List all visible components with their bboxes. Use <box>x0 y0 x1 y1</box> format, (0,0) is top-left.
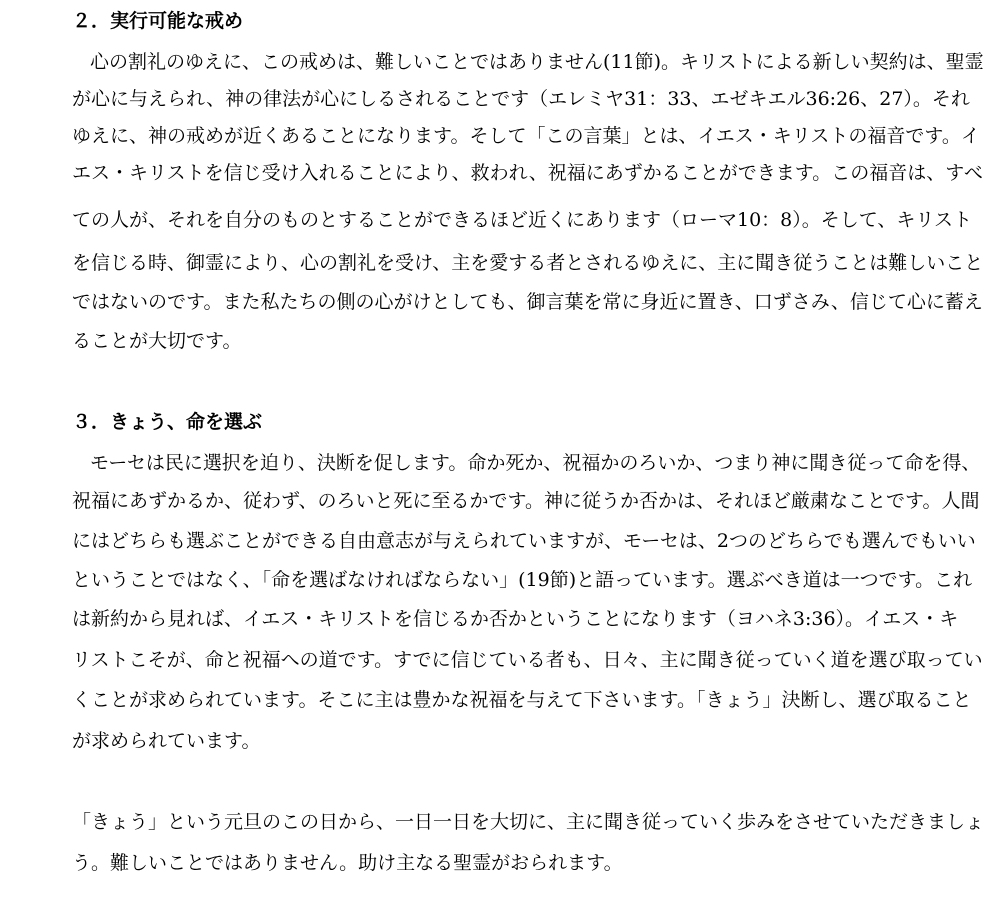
section-3-line-5: は新約から見れば、イエス・キリストを信じるか否かということになります（ヨハネ3:36）。イエス・キ <box>72 608 959 630</box>
closing-line-1: 「きょう」という元旦のこの日から、一日一日を大切に、主に聞き従っていく歩みをさせていただきましょ <box>72 811 985 833</box>
section-3-line-7: くことが求められています。そこに主は豊かな祝福を与えて下さいます。「きょう」決断し、選び取ること <box>72 689 972 711</box>
section-3-line-8: が求められています。 <box>72 730 261 752</box>
section-2-line-3: ゆえに、神の戒めが近くあることになります。そして「この言葉」とは、イエス・キリストの福音です。イ <box>72 125 980 147</box>
section-2-line-4: エス・キリストを信じ受け入れることにより、救われ、祝福にあずかることができます。この福音は、すべ <box>72 162 983 184</box>
section-2-line-2: が心に与えられ、神の律法が心にしるされることです（エレミヤ31：33、エゼキエル36:26、27）。それ <box>72 88 970 110</box>
section-3-heading: ３．きょう、命を選ぶ <box>72 411 263 433</box>
section-2-line-5: ての人が、それを自分のものとすることができるほど近くにあります（ローマ10：8）。そして、キリスト <box>72 209 973 231</box>
section-2-line-1: 心の割礼のゆえに、この戒めは、難しいことではありません(11節)。キリストによる新しい契約は、聖霊 <box>90 51 984 73</box>
section-2-line-6: を信じる時、御霊により、心の割礼を受け、主を愛する者とされるゆえに、主に聞き従うことは難しいこと <box>72 252 984 274</box>
section-2-line-7: ではないのです。また私たちの側の心がけとしても、御言葉を常に身近に置き、口ずさみ、信じて心に蓄え <box>72 291 983 313</box>
section-2-heading: ２．実行可能な戒め <box>72 10 244 32</box>
section-3-line-6: リストこそが、命と祝福への道です。すでに信じている者も、日々、主に聞き従っていく道を選び取ってい <box>72 649 983 671</box>
section-3-line-2: 祝福にあずかるか、従わず、のろいと死に至るかです。神に従うか否かは、それほど厳粛なことです。人間 <box>72 490 980 512</box>
section-3-line-3: にはどちらも選ぶことができる自由意志が与えられていますが、モーセは、2つのどちらでも選んでもいい <box>72 530 976 552</box>
section-2-line-8: ることが大切です。 <box>72 330 242 352</box>
closing-line-2: う。難しいことではありません。助け主なる聖霊がおられます。 <box>72 852 623 874</box>
section-3-line-1: モーセは民に選択を迫り、決断を促します。命か死か、祝福かのろいか、つまり神に聞き従って命を得、 <box>90 452 981 474</box>
section-3-line-4: ということではなく、「命を選ばなければならない」(19節)と語っています。選ぶべき道は一つです。これ <box>72 569 973 591</box>
